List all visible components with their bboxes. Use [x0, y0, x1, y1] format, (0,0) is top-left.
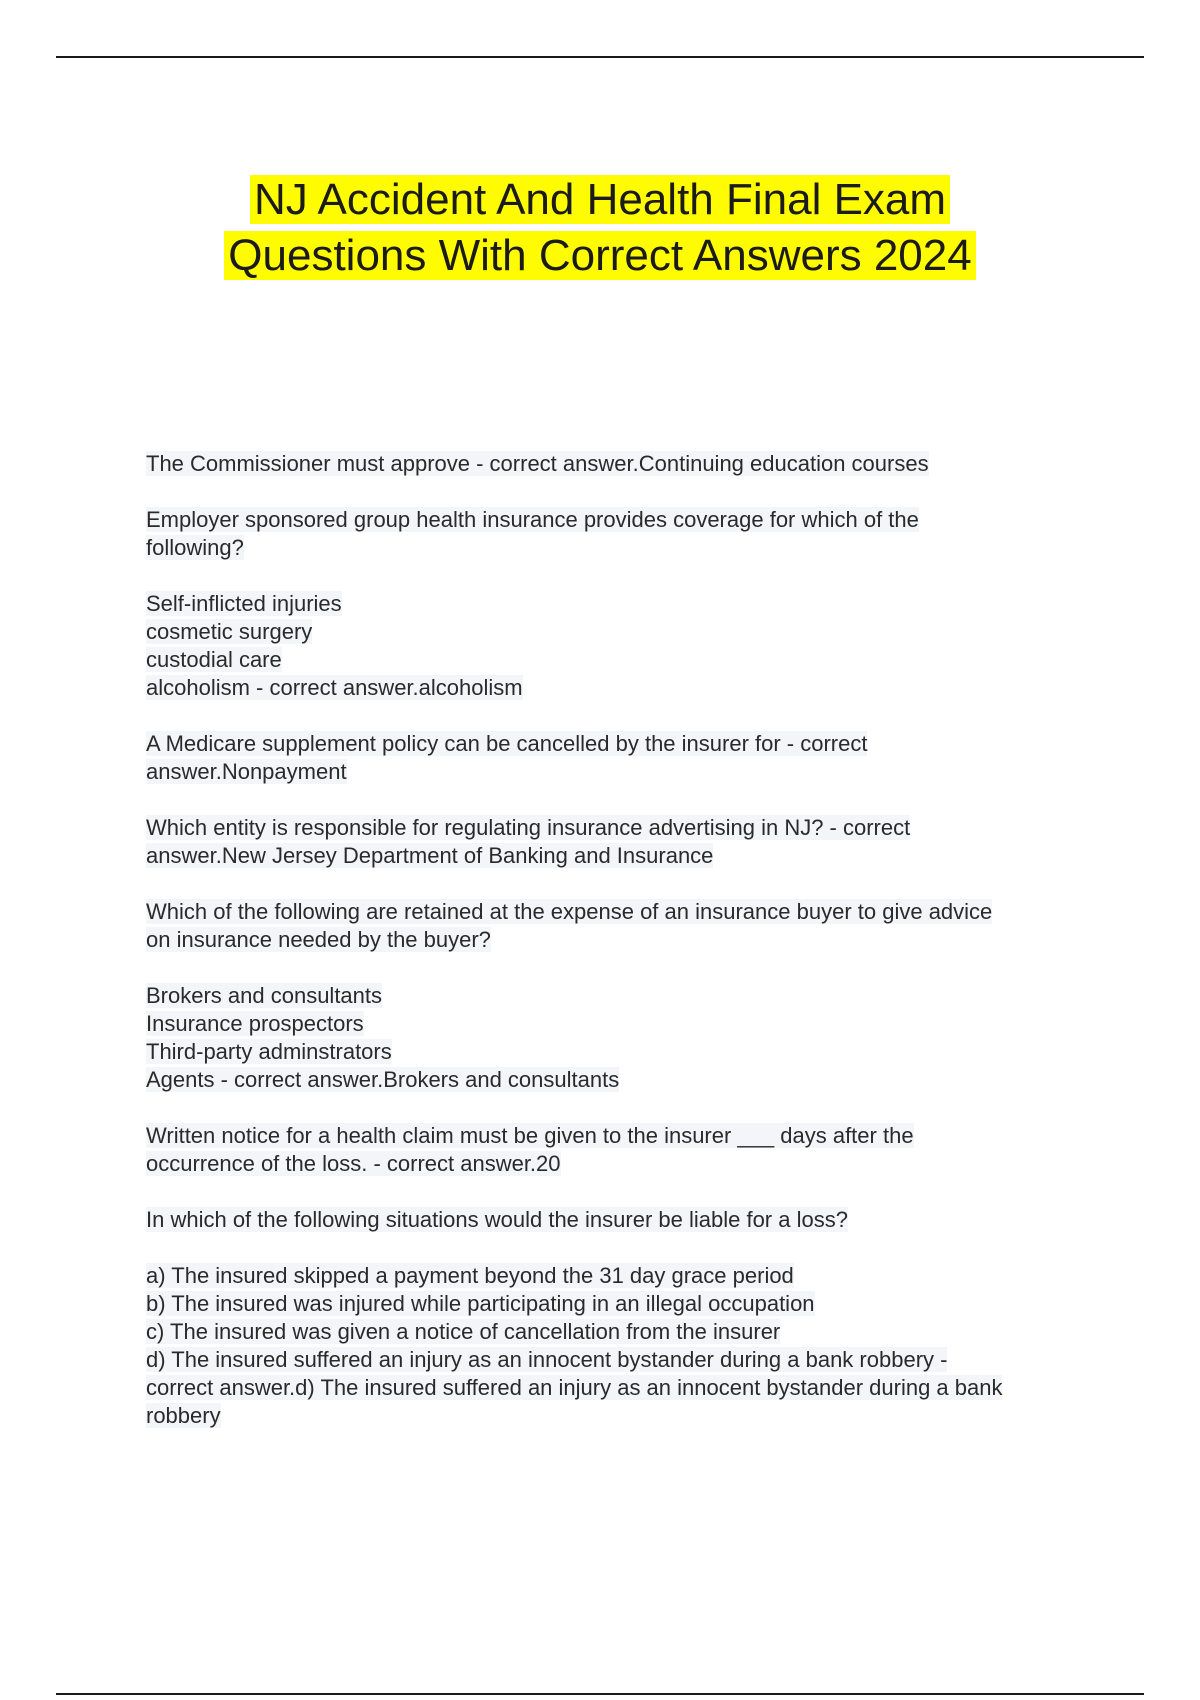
text-line-content: answer.Nonpayment	[146, 759, 347, 784]
text-line-content: cosmetic surgery	[146, 619, 313, 644]
qa-paragraph	[146, 730, 1096, 786]
text-line-content: Which entity is responsible for regulating insurance advertising in NJ? - correct	[146, 815, 911, 840]
text-line-content: The Commissioner must approve - correct answer.Continuing education courses	[146, 451, 929, 476]
text-line	[146, 730, 1096, 758]
text-line	[146, 758, 1096, 786]
text-line	[146, 506, 1096, 534]
text-line-content: Agents - correct answer.Brokers and consultants	[146, 1067, 620, 1092]
text-line	[146, 842, 1096, 870]
qa-paragraph	[146, 450, 1096, 478]
text-line	[146, 926, 1096, 954]
text-line	[146, 674, 1096, 702]
qa-paragraph	[146, 1206, 1096, 1234]
text-line-content: following?	[146, 535, 244, 560]
qa-paragraph	[146, 982, 1096, 1094]
text-line-content: answer.New Jersey Department of Banking and Insurance	[146, 843, 714, 868]
text-line	[146, 1318, 1096, 1346]
text-line	[146, 1010, 1096, 1038]
text-line	[146, 1150, 1096, 1178]
text-line	[146, 1290, 1096, 1318]
text-line-content: a) The insured skipped a payment beyond the 31 day grace period	[146, 1263, 794, 1288]
top-rule	[56, 56, 1144, 58]
qa-paragraph	[146, 1122, 1096, 1178]
text-line-content: Insurance prospectors	[146, 1011, 364, 1036]
qa-paragraph	[146, 506, 1096, 562]
text-line-content: Brokers and consultants	[146, 983, 383, 1008]
text-line	[146, 1038, 1096, 1066]
text-line	[146, 590, 1096, 618]
text-line	[146, 1346, 1096, 1374]
qa-paragraph	[146, 814, 1096, 870]
text-line	[146, 1262, 1096, 1290]
text-line	[146, 534, 1096, 562]
text-line	[146, 450, 1096, 478]
document-title	[0, 172, 1200, 284]
text-line-content: Third-party adminstrators	[146, 1039, 392, 1064]
text-line-content: Which of the following are retained at the expense of an insurance buyer to give advice	[146, 899, 993, 924]
text-line	[146, 618, 1096, 646]
text-line	[146, 982, 1096, 1010]
title-line-1: NJ Accident And Health Final Exam	[250, 175, 950, 224]
text-line-content: occurrence of the loss. - correct answer.20	[146, 1151, 561, 1176]
text-line-content: Employer sponsored group health insurance provides coverage for which of the	[146, 507, 919, 532]
text-line-content: Written notice for a health claim must be given to the insurer ___ days after the	[146, 1123, 914, 1148]
text-line-content: d) The insured suffered an injury as an innocent bystander during a bank robbery -	[146, 1347, 948, 1372]
text-line-content: b) The insured was injured while participating in an illegal occupation	[146, 1291, 815, 1316]
text-line-content: robbery	[146, 1403, 221, 1428]
qa-paragraph	[146, 590, 1096, 702]
text-line	[146, 898, 1096, 926]
text-line	[146, 1206, 1096, 1234]
text-line-content: alcoholism - correct answer.alcoholism	[146, 675, 523, 700]
text-line	[146, 1122, 1096, 1150]
text-line-content: In which of the following situations would the insurer be liable for a loss?	[146, 1207, 848, 1232]
text-line-content: Self-inflicted injuries	[146, 591, 342, 616]
text-line-content: on insurance needed by the buyer?	[146, 927, 491, 952]
text-line	[146, 1402, 1096, 1430]
text-line-content: A Medicare supplement policy can be cancelled by the insurer for - correct	[146, 731, 868, 756]
text-line	[146, 1374, 1096, 1402]
document-body	[146, 450, 1096, 1458]
qa-paragraph	[146, 1262, 1096, 1430]
text-line-content: custodial care	[146, 647, 282, 672]
text-line-content: c) The insured was given a notice of cancellation from the insurer	[146, 1319, 781, 1344]
bottom-rule	[56, 1693, 1144, 1695]
title-line-2: Questions With Correct Answers 2024	[224, 231, 975, 280]
text-line	[146, 1066, 1096, 1094]
text-line	[146, 814, 1096, 842]
qa-paragraph	[146, 898, 1096, 954]
text-line-content: correct answer.d) The insured suffered an injury as an innocent bystander during a bank	[146, 1375, 1003, 1400]
text-line	[146, 646, 1096, 674]
